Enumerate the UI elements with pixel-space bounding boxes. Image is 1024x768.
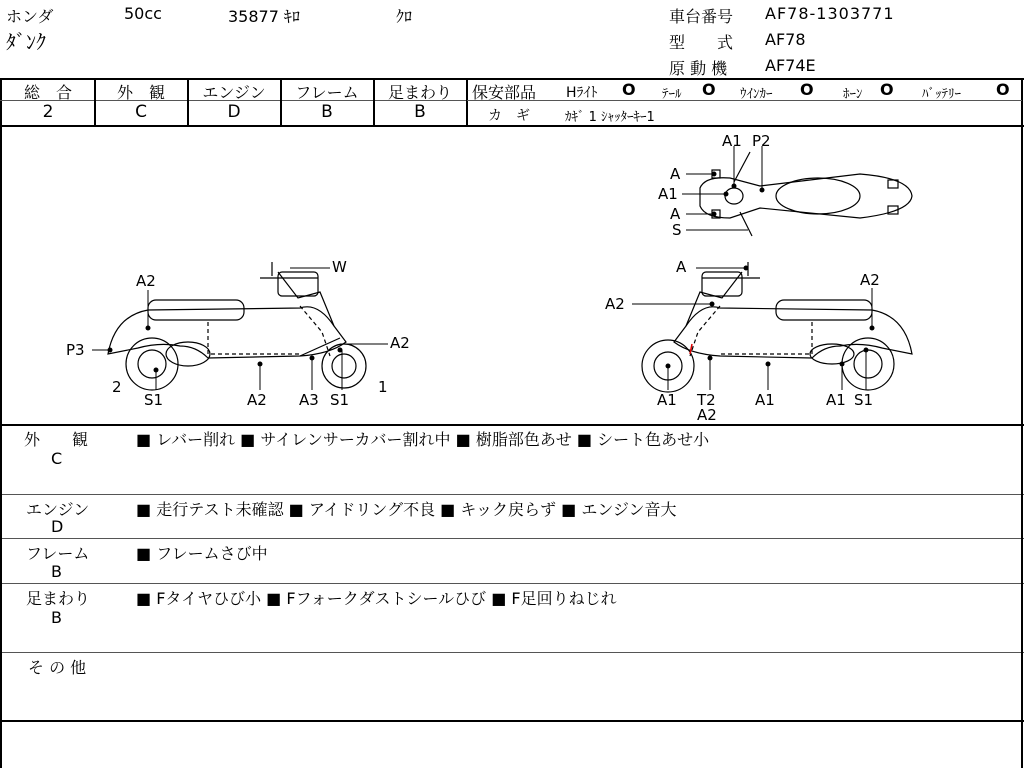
- remark-engine-label: エンジン: [26, 500, 90, 519]
- frame-right: [1021, 78, 1023, 768]
- left-label-1: 1: [378, 378, 388, 396]
- grade-total-value: 2: [42, 102, 54, 122]
- left-label-a2-seat: A2: [136, 272, 156, 290]
- left-label-a3: A3: [299, 391, 319, 409]
- remark-engine-grade: D: [51, 517, 64, 536]
- right-label-t2: T2: [697, 391, 716, 409]
- rule: [0, 583, 1024, 584]
- frame-no: AF78-1303771: [765, 4, 895, 23]
- grade-exterior-value: C: [135, 102, 147, 122]
- safety-winker: ｳｲﾝｶｰ: [740, 87, 773, 102]
- rule: [0, 652, 1024, 653]
- safety-horn: ﾎｰﾝ: [843, 87, 863, 102]
- scooter-top-view: [700, 152, 912, 236]
- safety-winker-mark: O: [800, 80, 814, 99]
- safety-headlight: Hﾗｲﾄ: [566, 85, 598, 101]
- type-label: 型 式: [669, 33, 734, 52]
- damage-diagram: [0, 126, 1020, 423]
- remark-suspension-text: ■ Fタイヤひび小 ■ Fフォークダストシールひび ■ F足回りねじれ: [136, 589, 617, 608]
- grade-frame-label: フレーム: [295, 83, 359, 102]
- right-label-a2-seat: A2: [860, 271, 880, 289]
- left-label-2: 2: [112, 378, 122, 396]
- remark-engine-text: ■ 走行テスト未確認 ■ アイドリング不良 ■ キック戻らず ■ エンジン音大: [136, 500, 677, 519]
- safety-tail: ﾃｰﾙ: [662, 87, 682, 102]
- remark-other-label: そ の 他: [28, 658, 87, 677]
- rule: [0, 720, 1024, 722]
- remark-frame-grade: B: [51, 562, 62, 581]
- top-label-a: A: [670, 165, 681, 183]
- remark-suspension-grade: B: [51, 608, 62, 627]
- rule: [0, 424, 1024, 426]
- right-label-a2-front: A2: [605, 295, 625, 313]
- maker: ホンダ: [6, 7, 54, 26]
- right-label-s1: S1: [854, 391, 874, 409]
- color: ｸﾛ: [396, 7, 413, 26]
- safety-tail-mark: O: [702, 80, 716, 99]
- left-label-s1-rear: S1: [144, 391, 164, 409]
- rule: [0, 494, 1024, 495]
- grade-exterior-label: 外 観: [116, 83, 165, 102]
- top-label-p2: P2: [752, 132, 771, 150]
- grade-total-label: 総 合: [23, 83, 72, 102]
- left-label-a2-floor: A2: [247, 391, 267, 409]
- grade-suspension-value: B: [414, 102, 426, 122]
- left-label-a2-front: A2: [390, 334, 410, 352]
- grade-suspension-label: 足まわり: [387, 83, 452, 102]
- right-label-a2-bottom: A2: [697, 406, 717, 423]
- engine-label: 原 動 機: [669, 59, 728, 78]
- left-label-s1-front: S1: [330, 391, 350, 409]
- top-label-a1: A1: [722, 132, 742, 150]
- type-value: AF78: [765, 30, 806, 49]
- right-label-a1-front: A1: [657, 391, 677, 409]
- left-label-p3: P3: [66, 341, 85, 359]
- engine-value: AF74E: [765, 56, 816, 75]
- frame-no-label: 車台番号: [669, 7, 734, 26]
- grade-engine-value: D: [227, 102, 241, 122]
- remark-exterior-label: 外 観: [24, 430, 89, 449]
- model-name: ﾀﾞﾝｸ: [6, 30, 46, 54]
- key-value: ｶｷﾞ 1 ｼｬｯﾀｰｷｰ1: [565, 110, 655, 125]
- remark-suspension-label: 足まわり: [26, 589, 91, 608]
- safety-battery-mark: O: [996, 80, 1010, 99]
- remark-frame-text: ■ フレームさび中: [136, 544, 268, 563]
- right-label-a1-floor: A1: [755, 391, 775, 409]
- key-label: カ ギ: [488, 108, 530, 124]
- remark-exterior-text: ■ レバー削れ ■ サイレンサーカバー割れ中 ■ 樹脂部色あせ ■ シート色あせ小: [136, 430, 710, 449]
- safety-horn-mark: O: [880, 80, 894, 99]
- safety-headlight-mark: O: [622, 80, 636, 99]
- rule: [0, 538, 1024, 539]
- right-label-a: A: [676, 258, 687, 276]
- top-label-a2: A: [670, 205, 681, 223]
- displacement: 50cc: [124, 4, 162, 23]
- grade-frame-value: B: [321, 102, 333, 122]
- remark-exterior-grade: C: [51, 449, 63, 468]
- left-label-w: W: [332, 258, 347, 276]
- grade-engine-label: エンジン: [202, 83, 266, 102]
- right-label-a1-rear: A1: [826, 391, 846, 409]
- safety-battery: ﾊﾞｯﾃﾘｰ: [922, 87, 961, 102]
- top-label-s: S: [672, 221, 682, 239]
- mileage: 35877 ｷﾛ: [228, 7, 300, 26]
- remark-frame-label: フレーム: [26, 544, 90, 563]
- safety-label: 保安部品: [472, 83, 537, 102]
- top-label-a1b: A1: [658, 185, 678, 203]
